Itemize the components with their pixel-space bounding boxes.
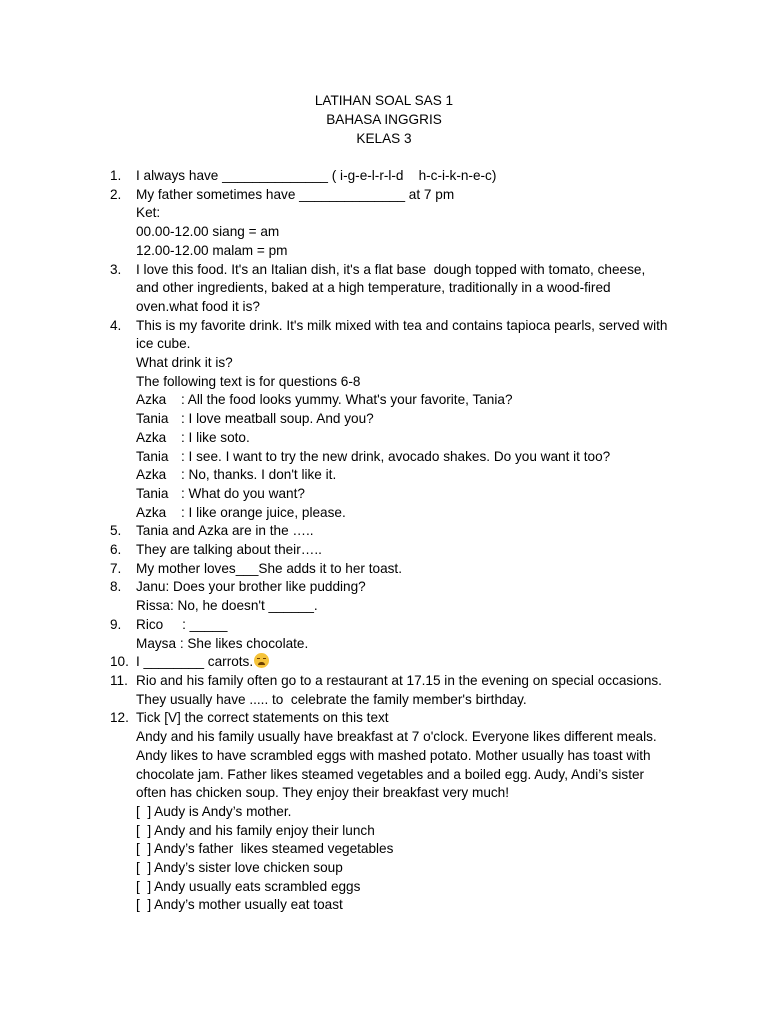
question-number: 11. <box>110 672 128 688</box>
question-number: 9. <box>110 616 122 632</box>
question-2 <box>110 186 750 261</box>
dialogue-line <box>136 429 750 448</box>
dialogue-line <box>136 391 750 410</box>
question-text-row <box>136 653 750 672</box>
question-text-line: ice cube. <box>136 336 191 352</box>
question-number: 1. <box>110 168 122 183</box>
reading-passage <box>136 728 750 803</box>
passage-line: often has chicken soup. They enjoy their breakfast very much! <box>136 785 510 801</box>
dialogue-intro: The following text is for questions 6-8 <box>136 373 361 389</box>
dialogue <box>136 391 750 522</box>
question-9 <box>110 616 750 653</box>
question-number: 6. <box>110 542 122 558</box>
passage-line: chocolate jam. Father likes steamed vegetables and a boiled egg. Audy, Andi’s sister <box>136 766 645 782</box>
question-text: They are talking about their….. <box>136 542 322 558</box>
question-11 <box>110 672 750 709</box>
question-text-line: Rissa: No, he doesn't ______. <box>136 598 318 614</box>
dialogue-line <box>136 485 750 504</box>
statement-item: [ ] Andy’s sister love chicken soup <box>136 860 343 876</box>
question-text: I ________ carrots. <box>136 654 254 670</box>
question-6 <box>110 541 750 560</box>
title-line-2: BAHASA INGGRIS <box>326 112 442 128</box>
speaker-name: Tania <box>136 485 169 501</box>
question-number: 7. <box>110 560 122 576</box>
question-4 <box>110 317 750 523</box>
speaker-name: Azka <box>136 429 167 445</box>
question-text: I always have ______________ ( i-g-e-l-r-l-d h-c-i-k-n-e-c) <box>136 168 497 183</box>
question-text-line: oven.what food it is? <box>136 298 260 314</box>
question-text-line: Rico : _____ <box>136 616 228 632</box>
question-10 <box>110 653 750 672</box>
question-1 <box>110 167 750 186</box>
question-text-line: Janu: Does your brother like pudding? <box>136 579 366 595</box>
question-5 <box>110 522 750 541</box>
speaker-line: : No, thanks. I don't like it. <box>181 467 337 483</box>
document-title <box>0 92 768 150</box>
question-3 <box>110 261 750 317</box>
passage-line: Andy and his family usually have breakfast at 7 o'clock. Everyone likes different meals. <box>136 729 657 745</box>
passage-line: Andy likes to have scrambled eggs with mashed potato. Mother usually has toast with <box>136 747 651 763</box>
speaker-line: : I like soto. <box>181 429 250 445</box>
question-number: 8. <box>110 579 122 595</box>
statement-item: [ ] Andy’s mother usually eat toast <box>136 897 343 913</box>
question-text-line: This is my favorite drink. It's milk mixed with tea and contains tapioca pearls, served with <box>136 317 668 333</box>
question-text-line: I love this food. It's an Italian dish, it's a flat base dough topped with tomato, cheese, <box>136 261 646 277</box>
question-number: 12. <box>110 710 129 726</box>
question-text-line: They usually have ..... to celebrate the family member's birthday. <box>136 691 527 707</box>
statement-item: [ ] Andy usually eats scrambled eggs <box>136 878 361 894</box>
statement-item: [ ] Andy’s father likes steamed vegetables <box>136 841 394 857</box>
speaker-name: Azka <box>136 467 167 483</box>
speaker-name: Azka <box>136 504 167 520</box>
question-number: 10. <box>110 654 129 670</box>
question-text-line: What drink it is? <box>136 355 233 371</box>
speaker-line: : I love meatball soup. And you? <box>181 411 374 427</box>
statement-item: [ ] Audy is Andy’s mother. <box>136 803 292 819</box>
dialogue-line <box>136 466 750 485</box>
statement-list <box>136 803 750 915</box>
speaker-line: : I like orange juice, please. <box>181 504 346 520</box>
question-number: 4. <box>110 317 122 333</box>
speaker-line: : I see. I want to try the new drink, avocado shakes. Do you want it too? <box>181 448 611 464</box>
question-text: Tick [V] the correct statements on this text <box>136 710 389 726</box>
speaker-name: Tania <box>136 448 169 464</box>
statement-item: [ ] Andy and his family enjoy their lunch <box>136 822 375 838</box>
question-text: My father sometimes have ______________ at 7 pm <box>136 186 455 202</box>
speaker-line: : What do you want? <box>181 485 305 501</box>
note-pm: 12.00-12.00 malam = pm <box>136 242 288 258</box>
note-am: 00.00-12.00 siang = am <box>136 224 280 240</box>
note-label: Ket: <box>136 205 161 221</box>
question-7 <box>110 560 750 579</box>
dialogue-line <box>136 504 750 523</box>
question-number: 5. <box>110 523 122 539</box>
question-text: My mother loves___She adds it to her toast. <box>136 560 402 576</box>
dialogue-line <box>136 448 750 467</box>
question-number: 2. <box>110 186 122 202</box>
question-text-line: Maysa : She likes chocolate. <box>136 635 309 651</box>
question-number: 3. <box>110 261 122 277</box>
question-text-line: and other ingredients, baked at a high temperature, traditionally in a wood-fired <box>136 280 611 296</box>
speaker-line: : All the food looks yummy. What's your favorite, Tania? <box>181 392 513 408</box>
title-line-1: LATIHAN SOAL SAS 1 <box>314 93 454 108</box>
speaker-name: Tania <box>136 411 169 427</box>
question-list <box>110 167 750 915</box>
question-12 <box>110 709 750 915</box>
title-line-3: KELAS 3 <box>356 131 412 147</box>
question-text-line: Rio and his family often go to a restaurant at 17.15 in the evening on special occasions. <box>136 672 662 688</box>
speaker-name: Azka <box>136 392 167 408</box>
disgusted-face-icon <box>254 653 269 668</box>
dialogue-line <box>136 410 750 429</box>
question-text: Tania and Azka are in the ….. <box>136 523 314 539</box>
question-8 <box>110 578 750 615</box>
